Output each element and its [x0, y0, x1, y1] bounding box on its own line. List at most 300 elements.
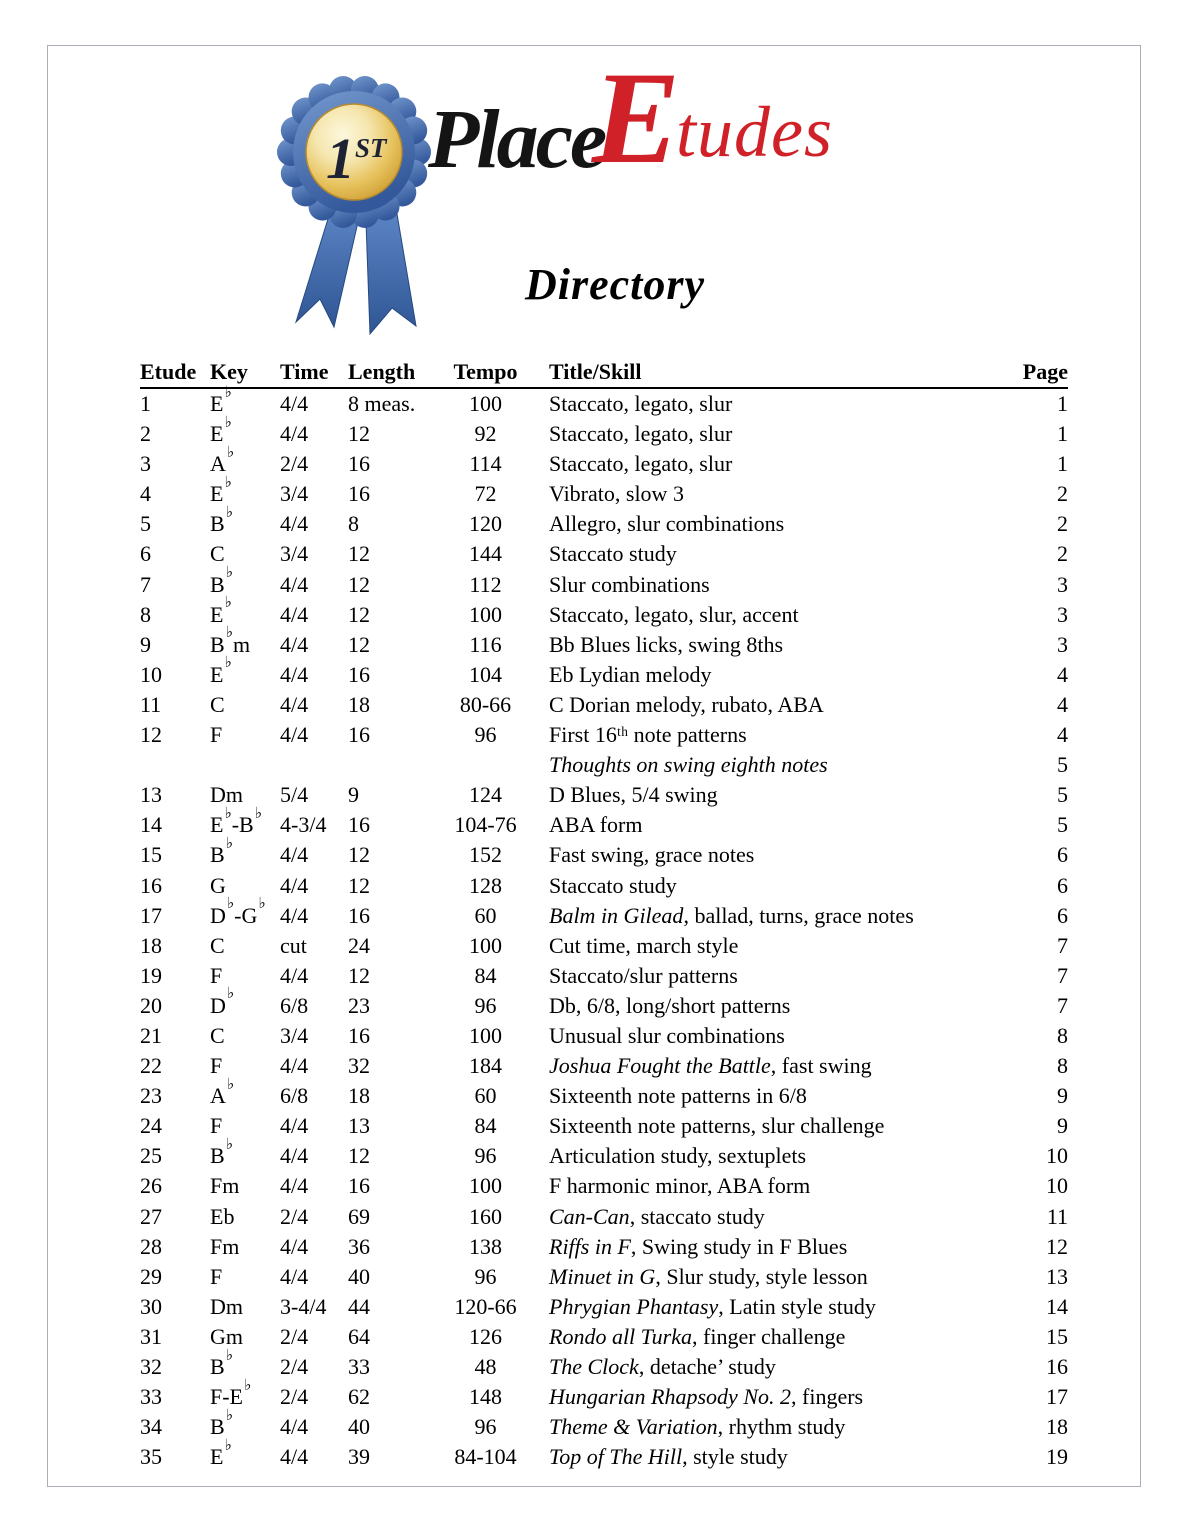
tempo-value: 100: [469, 601, 502, 627]
key-signature: F: [210, 962, 223, 988]
length-value: 12: [348, 962, 370, 988]
title-italic-part: Phrygian Phantasy: [549, 1293, 719, 1319]
title-plain-part: ABA form: [549, 812, 643, 838]
title-plain-part: D Blues, 5/4 swing: [549, 782, 718, 808]
key-signature: Fm: [210, 1233, 240, 1259]
key-signature: Gm: [210, 1323, 243, 1349]
tempo-value: 96: [474, 1263, 497, 1289]
time-signature: 4/4: [280, 571, 309, 597]
tempo-value: 84: [474, 962, 497, 988]
length-value: 40: [348, 1414, 370, 1440]
page-number: 7: [1057, 992, 1068, 1018]
tempo-value: 120: [469, 511, 502, 537]
title-plain-part: , finger challenge: [692, 1323, 846, 1349]
title-skill: [543, 419, 1003, 449]
length-value: 8: [348, 511, 359, 537]
title-plain-part: , rhythm study: [717, 1414, 846, 1440]
tempo-value: 100: [469, 1022, 502, 1048]
length-value: 13: [348, 1113, 370, 1139]
etude-number: 26: [140, 1173, 162, 1199]
title-italic-part: Minuet in G: [549, 1263, 656, 1289]
page-number: 2: [1057, 511, 1068, 537]
length-value: 9: [348, 782, 359, 808]
title-skill: [543, 1292, 1003, 1322]
table-row: [140, 413, 1068, 449]
page-number: 3: [1057, 601, 1068, 627]
title-skill: [543, 1081, 1003, 1111]
table-row: [140, 780, 1068, 810]
title-plain-part: , detache’ study: [638, 1354, 776, 1379]
page-number: 13: [1046, 1263, 1068, 1289]
length-value: 16: [348, 481, 370, 507]
length-value: 12: [348, 872, 370, 898]
title-skill: [543, 660, 1003, 690]
page-number: 5: [1057, 782, 1068, 808]
tempo-value: 120-66: [454, 1293, 517, 1319]
time-signature: 3/4: [280, 1022, 309, 1048]
etude-number: 31: [140, 1323, 162, 1349]
title-plain-part: Unusual slur combinations: [549, 1022, 785, 1048]
length-value: 16: [348, 451, 370, 477]
time-signature: 4/4: [280, 1113, 309, 1139]
table-row: [140, 473, 1068, 509]
etude-number: 11: [140, 691, 162, 717]
tempo-value: 96: [474, 1414, 497, 1440]
key-signature: D♭: [210, 985, 235, 1018]
title-skill: [543, 479, 1003, 509]
tempo-value: 96: [474, 1143, 497, 1169]
time-signature: 2/4: [280, 1384, 309, 1410]
tempo-value: 100: [469, 391, 502, 416]
title-plain-part: Db, 6/8, long/short patterns: [549, 992, 791, 1018]
title-plain-part: Staccato study: [549, 541, 677, 567]
title-skill: [543, 630, 1003, 660]
table-row: [140, 1051, 1068, 1081]
tempo-value: 116: [469, 631, 502, 657]
title-plain-part: , Swing study in F Blues: [630, 1233, 848, 1259]
title-italic-part: Top of The Hill: [549, 1444, 683, 1470]
page-number: 12: [1046, 1233, 1068, 1259]
title-skill: [543, 871, 1003, 901]
page-number: 18: [1046, 1414, 1068, 1440]
title-skill: [543, 509, 1003, 539]
etude-number: 34: [140, 1414, 162, 1440]
etude-number: 21: [140, 1022, 162, 1048]
badge-first-text: 1ST: [326, 126, 387, 191]
time-signature: 4/4: [280, 1444, 309, 1470]
length-value: 12: [348, 631, 370, 657]
header-key: Key: [210, 359, 248, 384]
title-skill: [543, 1322, 1003, 1352]
page-number: 2: [1057, 541, 1068, 567]
title-skill: [543, 1141, 1003, 1171]
title-plain-part: Slur combinations: [549, 571, 710, 597]
table-row: [140, 1376, 1068, 1412]
title-skill: [543, 961, 1003, 991]
length-value: 44: [348, 1293, 370, 1319]
etude-number: 5: [140, 511, 151, 537]
etude-number: 32: [140, 1354, 162, 1379]
key-signature: E♭: [210, 473, 232, 507]
key-signature: Fm: [210, 1173, 240, 1199]
header-length: Length: [348, 359, 416, 384]
length-value: 12: [348, 421, 370, 447]
etude-number: 9: [140, 631, 151, 657]
tempo-value: 84: [474, 1113, 497, 1139]
etude-number: 22: [140, 1053, 162, 1079]
title-plain-part: , fast swing: [770, 1053, 872, 1079]
table-row: [140, 383, 1068, 419]
etude-number: 2: [140, 421, 151, 447]
length-value: 23: [348, 992, 370, 1018]
etude-number: 18: [140, 932, 162, 958]
etude-number: 29: [140, 1263, 162, 1289]
title-skill: [543, 1352, 1003, 1382]
time-signature: 4/4: [280, 391, 309, 416]
length-value: 12: [348, 1143, 370, 1169]
length-value: 64: [348, 1323, 370, 1349]
table-row: [140, 895, 1068, 931]
title-skill: [543, 690, 1003, 720]
length-value: 16: [348, 1022, 370, 1048]
length-value: 16: [348, 812, 370, 838]
table-row: [140, 1436, 1068, 1472]
length-value: 12: [348, 601, 370, 627]
tempo-value: 184: [469, 1053, 502, 1079]
header-time: Time: [280, 359, 329, 384]
tempo-value: 48: [474, 1354, 497, 1379]
page-number: 9: [1057, 1083, 1068, 1109]
etude-table: [140, 358, 1068, 1472]
etude-number: 23: [140, 1083, 162, 1109]
title-italic-part: The Clock: [549, 1354, 639, 1379]
etude-number: 25: [140, 1143, 162, 1169]
length-value: 16: [348, 902, 370, 928]
key-signature: Dm: [210, 1293, 243, 1319]
table-row: [140, 624, 1068, 660]
title-plain-part: Cut time, march style: [549, 932, 739, 958]
title-plain-part: Fast swing, grace notes: [549, 842, 755, 868]
time-signature: 4/4: [280, 631, 309, 657]
etude-number: 35: [140, 1444, 162, 1470]
title-skill: [543, 720, 1003, 750]
header-etude: Etude: [140, 359, 197, 384]
title-plain-part: Eb Lydian melody: [549, 661, 712, 687]
etude-number: 6: [140, 541, 151, 567]
key-signature: Eb: [210, 1203, 235, 1229]
length-value: 16: [348, 722, 370, 748]
page-number: 1: [1057, 421, 1068, 447]
page-number: 3: [1057, 571, 1068, 597]
tempo-value: 112: [469, 571, 502, 597]
page-number: 11: [1046, 1203, 1068, 1229]
title-skill: [543, 1051, 1003, 1081]
time-signature: 4/4: [280, 421, 309, 447]
tempo-value: 104-76: [454, 812, 517, 838]
etude-number: 15: [140, 842, 162, 868]
time-signature: 4/4: [280, 962, 309, 988]
key-signature: A♭: [210, 1075, 235, 1109]
length-value: 16: [348, 1173, 370, 1199]
page-number: 4: [1057, 722, 1068, 748]
tempo-value: 128: [469, 872, 502, 898]
etude-number: 30: [140, 1293, 162, 1319]
length-value: 12: [348, 842, 370, 868]
key-signature: Dm: [210, 782, 243, 808]
etude-number: 4: [140, 481, 151, 507]
title-plain-part: C Dorian melody, rubato, ABA: [549, 691, 824, 717]
table-row: [140, 1292, 1068, 1322]
title-skill: [543, 1021, 1003, 1051]
length-value: 33: [348, 1354, 370, 1379]
title-italic-part: Balm in Gilead: [549, 902, 684, 928]
etude-number: 27: [140, 1203, 162, 1229]
table-row: [140, 1232, 1068, 1262]
tempo-value: 100: [469, 1173, 502, 1199]
table-row: [140, 720, 1068, 750]
tempo-value: 126: [469, 1323, 502, 1349]
table-row: [140, 985, 1068, 1021]
key-signature: E♭-B♭: [210, 804, 262, 838]
brand-etudes-initial: E: [592, 44, 681, 191]
time-signature: 4/4: [280, 691, 309, 717]
title-skill: [543, 539, 1003, 569]
tempo-value: 138: [469, 1233, 502, 1259]
etude-number: 12: [140, 722, 162, 748]
title-plain-part: , staccato study: [629, 1203, 765, 1229]
table-row: [140, 1171, 1068, 1201]
page-number: 16: [1046, 1354, 1068, 1379]
key-signature: E♭: [210, 654, 232, 687]
title-skill: [543, 810, 1003, 840]
key-signature: F: [210, 1113, 223, 1139]
table-row: [140, 1406, 1068, 1442]
length-value: 40: [348, 1263, 370, 1289]
page-number: 8: [1057, 1022, 1068, 1048]
table-row: [140, 1111, 1068, 1141]
etude-number: 16: [140, 872, 162, 898]
title-italic-part: Theme & Variation: [549, 1414, 718, 1440]
length-value: [348, 750, 428, 780]
time-signature: 2/4: [280, 1203, 309, 1229]
time-signature: 4/4: [280, 1143, 309, 1169]
key-signature: [210, 750, 280, 780]
page-number: 14: [1046, 1293, 1068, 1319]
title-plain-part: Staccato, legato, slur: [549, 391, 733, 416]
page-number: 8: [1057, 1053, 1068, 1079]
title-plain-part: Vibrato, slow 3: [549, 481, 684, 507]
length-value: 32: [348, 1053, 370, 1079]
key-signature: F: [210, 1263, 223, 1289]
length-value: 16: [348, 661, 370, 687]
page-number: 17: [1046, 1384, 1068, 1410]
title-plain-part: Staccato, legato, slur: [549, 421, 733, 447]
key-signature: C: [210, 541, 225, 567]
title-plain-part: Sixteenth note patterns, slur challenge: [549, 1113, 885, 1139]
key-signature: A♭: [210, 443, 235, 477]
time-signature: 4/4: [280, 661, 309, 687]
title-skill: [543, 570, 1003, 600]
page-number: 9: [1057, 1113, 1068, 1139]
key-signature: C: [210, 932, 225, 958]
page-number: 1: [1057, 451, 1068, 477]
title-skill: [543, 1442, 1003, 1472]
title-plain-part: , Latin style study: [718, 1293, 876, 1319]
title-italic-part: Can-Can: [549, 1203, 630, 1229]
title-skill: [543, 1412, 1003, 1442]
time-signature: 4/4: [280, 1414, 309, 1440]
etude-number: 7: [140, 571, 151, 597]
brand-place-text: Place: [428, 93, 605, 186]
time-signature: 6/8: [280, 992, 309, 1018]
length-value: 18: [348, 691, 370, 717]
table-row: [140, 1135, 1068, 1171]
title-skill: [543, 901, 1003, 931]
table-body: [140, 383, 1068, 1472]
etude-number: 3: [140, 451, 151, 477]
title-plain-part: , fingers: [791, 1384, 864, 1410]
title-plain-part: Staccato, legato, slur: [549, 451, 733, 477]
title-skill: [543, 1232, 1003, 1262]
tempo-value: 60: [474, 902, 497, 928]
time-signature: 3-4/4: [280, 1293, 327, 1319]
table-row: [140, 1322, 1068, 1352]
page-number: 4: [1057, 661, 1068, 687]
title-plain-part: , Slur study, style lesson: [655, 1263, 868, 1289]
page-number: 6: [1057, 902, 1068, 928]
brand-etudes-text: tudes: [676, 92, 833, 172]
title-skill: [543, 1262, 1003, 1292]
table-row: [140, 1021, 1068, 1051]
time-signature: 3/4: [280, 481, 309, 507]
etude-number: 33: [140, 1384, 162, 1410]
key-signature: C: [210, 1022, 225, 1048]
title-italic-part: Hungarian Rhapsody No. 2: [549, 1384, 791, 1410]
etude-number: 8: [140, 601, 151, 627]
title-italic-part: Thoughts on swing eighth notes: [549, 752, 828, 778]
key-signature: E♭: [210, 1436, 232, 1470]
length-value: 69: [348, 1203, 370, 1229]
length-value: 36: [348, 1233, 370, 1259]
title-plain-part: Staccato, legato, slur, accent: [549, 601, 799, 627]
title-plain-part: F harmonic minor, ABA form: [549, 1173, 811, 1199]
title-skill: [543, 1171, 1003, 1201]
title-skill: [543, 780, 1003, 810]
time-signature: 4/4: [280, 1173, 309, 1199]
key-signature: G: [210, 872, 226, 898]
key-signature: E♭: [210, 594, 232, 627]
time-signature: 4/4: [280, 872, 309, 898]
tempo-value: 124: [469, 782, 502, 808]
key-signature: F-E♭: [210, 1376, 252, 1410]
page-number: 7: [1057, 932, 1068, 958]
tempo-value: 160: [469, 1203, 502, 1229]
page-number: 19: [1046, 1444, 1068, 1470]
page-number: 6: [1057, 872, 1068, 898]
time-signature: 4/4: [280, 1263, 309, 1289]
tempo-value: 60: [474, 1083, 497, 1109]
tempo-value: 144: [469, 541, 502, 567]
page-number: 10: [1046, 1173, 1068, 1199]
time-signature: 4/4: [280, 1233, 309, 1259]
tempo-value: 92: [474, 421, 497, 447]
table-row: [140, 1262, 1068, 1292]
title-plain-part: Bb Blues licks, swing 8ths: [549, 631, 784, 657]
title-skill: [543, 1202, 1003, 1232]
key-signature: B♭: [210, 1135, 233, 1169]
key-signature: E♭: [210, 383, 232, 416]
table-row: [140, 871, 1068, 901]
time-signature: cut: [280, 932, 307, 958]
length-value: 24: [348, 932, 370, 958]
table-row: [140, 834, 1068, 870]
title-plain-part: Staccato study: [549, 872, 677, 898]
key-signature: C: [210, 691, 225, 717]
title-plain-part: , ballad, turns, grace notes: [683, 902, 914, 928]
title-skill: [543, 931, 1003, 961]
title-skill: [543, 991, 1003, 1021]
tempo-value: 72: [474, 481, 497, 507]
etude-number: 28: [140, 1233, 162, 1259]
key-signature: D♭-G♭: [210, 895, 266, 928]
title-italic-part: Rondo all Turka: [549, 1323, 693, 1349]
title-skill: [543, 1382, 1003, 1412]
table-row: [140, 539, 1068, 569]
table-row: [140, 931, 1068, 961]
title-plain-part: Sixteenth note patterns in 6/8: [549, 1083, 807, 1109]
tempo-value: 100: [469, 932, 502, 958]
title-plain-part: Articulation study, sextuplets: [549, 1143, 807, 1169]
header-title-skill: Title/Skill: [549, 359, 642, 384]
time-signature: 4/4: [280, 1053, 309, 1079]
etude-number: 1: [140, 391, 151, 416]
table-row: [140, 1202, 1068, 1232]
table-row: [140, 961, 1068, 991]
table-row: [140, 1346, 1068, 1382]
length-value: 8 meas.: [348, 391, 416, 416]
key-signature: B♭: [210, 564, 233, 597]
table-row: [140, 594, 1068, 630]
table-row: [140, 654, 1068, 690]
tempo-value: 80-66: [459, 691, 512, 717]
tempo-value: 96: [474, 722, 497, 748]
page-title: Directory: [524, 260, 706, 309]
key-signature: B♭: [210, 1406, 233, 1440]
key-signature: B♭: [210, 834, 233, 868]
time-signature: 4/4: [280, 902, 309, 928]
key-signature: E♭: [210, 413, 232, 447]
title-italic-part: Joshua Fought the Battle: [549, 1053, 771, 1079]
etude-number: 20: [140, 992, 162, 1018]
table-row: [140, 690, 1068, 720]
tempo-value: 96: [474, 992, 497, 1018]
time-signature: 4/4: [280, 601, 309, 627]
page-number: 5: [1057, 812, 1068, 838]
time-signature: 2/4: [280, 1354, 309, 1379]
title-skill: [543, 840, 1003, 870]
page-number: 1: [1057, 391, 1068, 416]
key-signature: B♭: [210, 503, 233, 537]
title-skill: [543, 389, 1003, 419]
page-number: 3: [1057, 631, 1068, 657]
key-signature: B♭: [210, 1346, 233, 1379]
header-page: Page: [1022, 359, 1068, 384]
length-value: 39: [348, 1444, 370, 1470]
length-value: 12: [348, 541, 370, 567]
title-plain-part: , style study: [682, 1444, 788, 1470]
table-row: [140, 750, 1068, 780]
length-value: 18: [348, 1083, 370, 1109]
